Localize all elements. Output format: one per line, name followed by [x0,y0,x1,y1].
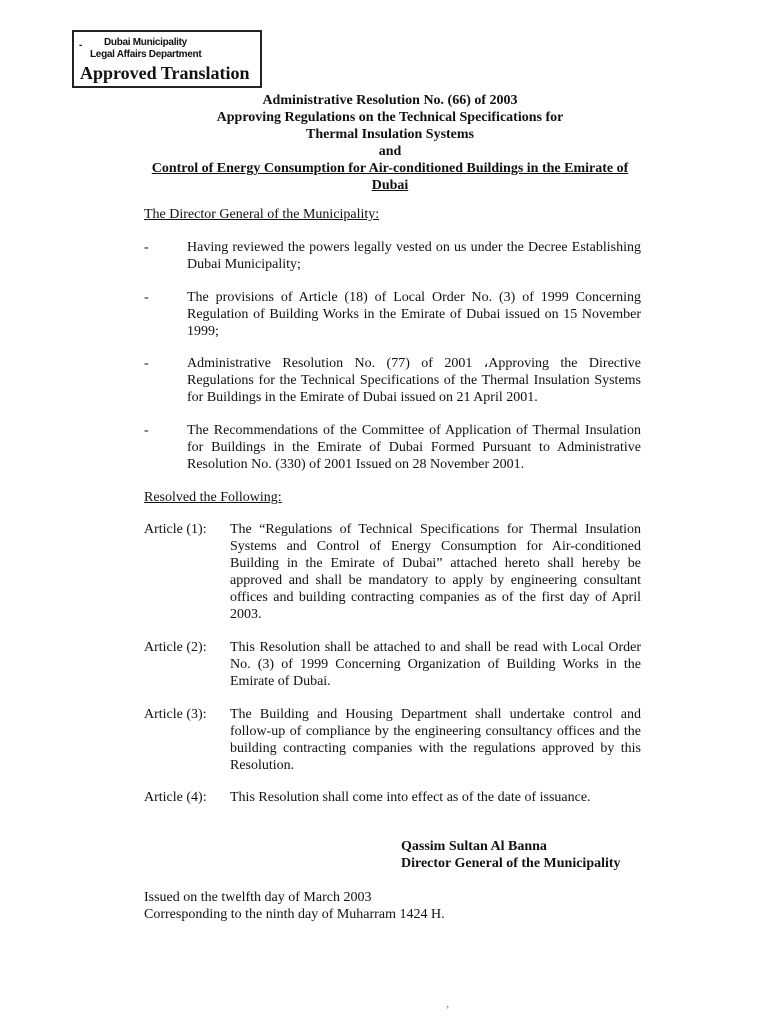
heading-line-6: Dubai [371,178,409,193]
bullet-item [144,355,641,406]
bullet-dash: - [144,356,149,371]
article-text: This Resolution shall come into effect as of the date of issuance. [230,790,591,805]
issue-date-line-1: Issued on the twelfth day of March 2003 [144,890,372,905]
article-text: The “Regulations of Technical Specifications for Thermal Insulation Systems and Control of Energy Consumption for Air-conditioned Building in the Emirate of Dubai” attached hereto shall hereby be approved and shall be mandatory to apply by engineering consultant offices and building contracting companies as of the first day of April 2003. [230,522,641,622]
issue-date-block [144,889,445,923]
resolution-heading [140,92,640,194]
article-item [144,521,641,623]
bullet-item [144,289,641,340]
issue-date-line-2: Corresponding to the ninth day of Muharram 1424 H. [144,907,445,922]
signatory-title: Director General of the Municipality [401,856,621,871]
article-item [144,789,641,806]
signatory-name: Qassim Sultan Al Banna [401,839,547,854]
article-label: Article (4): [144,790,207,805]
stamp-dash: - [79,40,83,51]
stamp-line-approved: Approved Translation [80,63,250,83]
heading-line-4: and [378,144,402,159]
resolved-heading: Resolved the Following: [144,490,282,505]
stamp-line-department: Legal Affairs Department [90,49,202,60]
bullet-text: The provisions of Article (18) of Local Order No. (3) of 1999 Concerning Regulation of Building Works in the Emirate of Dubai issued on 15 November 1999; [187,290,641,339]
stamp-line-municipality: Dubai Municipality [104,37,187,48]
article-item [144,706,641,774]
scan-speck: ’ [446,1005,450,1016]
article-label: Article (3): [144,707,207,722]
article-item [144,639,641,690]
heading-line-3: Thermal Insulation Systems [305,127,475,142]
article-text: This Resolution shall be attached to and shall be read with Local Order No. (3) of 1999 Concerning Organization of Building Works in the Emirate of Dubai. [230,640,641,689]
heading-line-5: Control of Energy Consumption for Air-conditioned Buildings in the Emirate of [151,161,629,176]
bullet-dash: - [144,423,149,438]
heading-line-1: Administrative Resolution No. (66) of 2003 [262,93,518,108]
signature-block [401,838,621,872]
approval-stamp [72,30,262,88]
bullet-dash: - [144,240,149,255]
article-text: The Building and Housing Department shall undertake control and follow-up of compliance by the engineering consultancy offices and the building contracting companies with the regulations approved by this Resolution. [230,707,641,773]
intro-heading: The Director General of the Municipality: [144,207,380,222]
bullet-dash: - [144,290,149,305]
article-label: Article (1): [144,522,207,537]
bullet-text: The Recommendations of the Committee of Application of Thermal Insulation for Buildings in the Emirate of Dubai Formed Pursuant to Administrative Resolution No. (330) of 2001 Issued on 28 November 2001. [187,423,641,472]
heading-line-2: Approving Regulations on the Technical Specifications for [216,110,564,125]
bullet-item [144,239,641,273]
bullet-item [144,422,641,473]
bullet-text: Administrative Resolution No. (77) of 2001 ،Approving the Directive Regulations for the Technical Specifications of the Thermal Insulation Systems for Buildings in the Emirate of Dubai issued on 21 April 2001. [187,356,641,405]
article-label: Article (2): [144,640,207,655]
bullet-text: Having reviewed the powers legally vested on us under the Decree Establishing Dubai Municipality; [187,240,641,272]
